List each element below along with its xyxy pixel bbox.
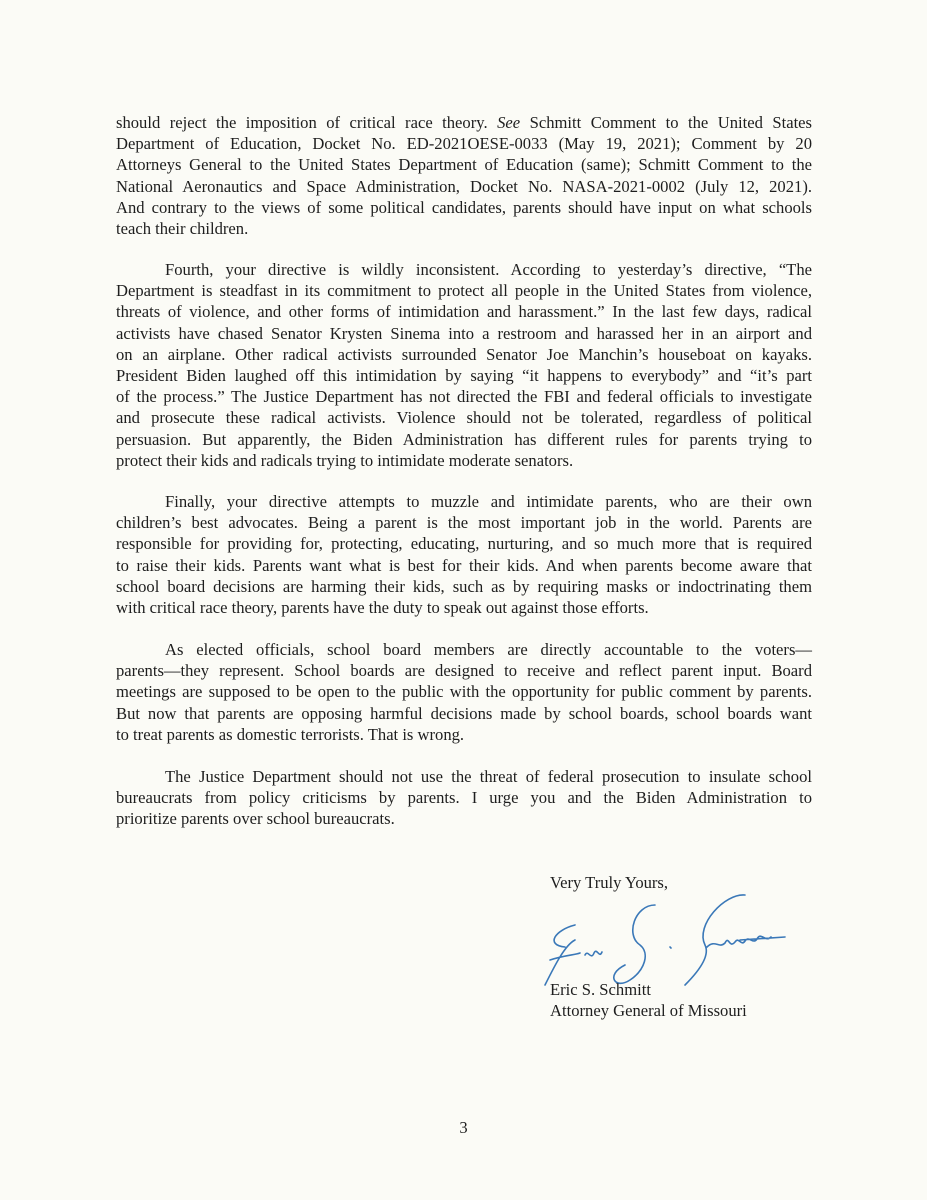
text-line: Attorneys General to the United States Department of Education (same); Schmitt Comment to the — [116, 155, 812, 175]
text-line: responsible for providing for, protecting, educating, nurturing, and so much more that is required — [116, 534, 812, 554]
text-line: parents—they represent. School boards are designed to receive and reflect parent input. Board — [116, 661, 812, 681]
text-line: protect their kids and radicals trying to intimidate moderate senators. — [116, 450, 574, 470]
paragraph-critical-race-theory — [116, 112, 812, 239]
text-line: prioritize parents over school bureaucrats. — [116, 809, 395, 829]
text-line: President Biden laughed off this intimidation by saying “it happens to everybody” and “it’s part — [116, 365, 812, 385]
text-line: activists have chased Senator Krysten Sinema into a restroom and harassed her in an airport and — [116, 323, 812, 343]
text-line: school board decisions are harming their kids, such as by requiring masks or indoctrinating them — [116, 576, 812, 596]
text-line: As elected officials, school board members are directly accountable to the voters— — [165, 640, 812, 659]
text-line: Department of Education, Docket No. ED-2021OESE-0033 (May 19, 2021); Comment by 20 — [116, 134, 812, 154]
text-line: Fourth, your directive is wildly inconsistent. According to yesterday’s directive, “The — [165, 260, 812, 279]
text-line: children’s best advocates. Being a parent is the most important job in the world. Parents are — [116, 513, 812, 533]
text-line: to treat parents as domestic terrorists. That is wrong. — [116, 724, 465, 744]
text-line: But now that parents are opposing harmful decisions made by school boards, school boards want — [116, 703, 812, 723]
signer-name: Eric S. Schmitt — [550, 980, 651, 999]
text-line: And contrary to the views of some political candidates, parents should have input on what schools — [116, 197, 812, 217]
text-line: and prosecute these radical activists. Violence should not be tolerated, regardless of political — [116, 408, 812, 428]
paragraph-justice-department — [116, 766, 812, 830]
paragraph-finally-parents — [116, 491, 812, 618]
signer-title: Attorney General of Missouri — [550, 1001, 747, 1020]
page-number: 3 — [459, 1118, 468, 1137]
text-line: teach their children. — [116, 218, 249, 238]
text-line: persuasion. But apparently, the Biden Administration has different rules for parents trying to — [116, 429, 812, 449]
paragraph-elected-officials — [116, 639, 812, 745]
text-line: National Aeronautics and Space Administration, Docket No. NASA-2021-0002 (July 12, 2021). — [116, 176, 812, 196]
closing: Very Truly Yours, — [550, 873, 669, 892]
text-line: threats of violence, and other forms of intimidation and harassment.” In the last few days, radical — [116, 302, 812, 322]
text-line: on an airplane. Other radical activists surrounded Senator Joe Manchin’s houseboat on kayaks. — [116, 344, 812, 364]
text-line: Finally, your directive attempts to muzzle and intimidate parents, who are their own — [165, 492, 812, 511]
text-line: should reject the imposition of critical race theory. See Schmitt Comment to the United States — [116, 113, 812, 132]
text-line: bureaucrats from policy criticisms by parents. I urge you and the Biden Administration to — [116, 788, 812, 808]
text-line: of the process.” The Justice Department has not directed the FBI and federal officials to investigate — [116, 387, 812, 407]
text-line: meetings are supposed to be open to the public with the opportunity for public comment by parents. — [116, 682, 812, 702]
text-line: with critical race theory, parents have the duty to speak out against those efforts. — [116, 597, 649, 617]
paragraph-fourth-inconsistent — [116, 259, 812, 471]
text-line: Department is steadfast in its commitment to protect all people in the United States from violence, — [116, 281, 812, 301]
text-line: The Justice Department should not use the threat of federal prosecution to insulate school — [165, 767, 812, 786]
text-line: to raise their kids. Parents want what is best for their kids. And when parents become aware that — [116, 555, 812, 575]
